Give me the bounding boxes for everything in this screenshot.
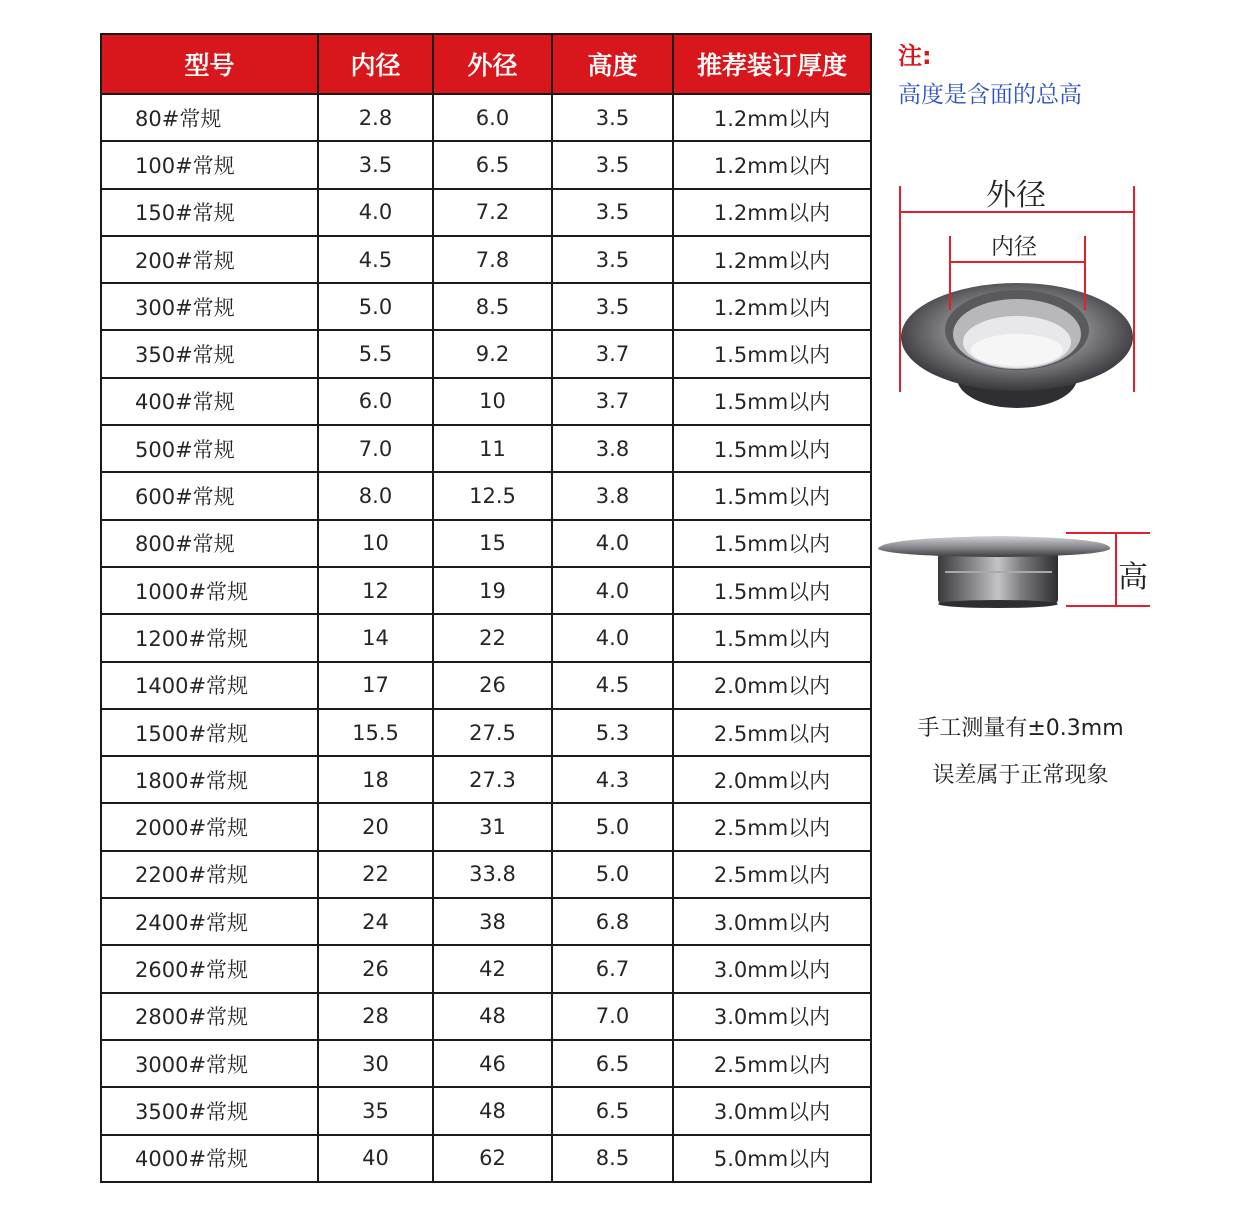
header-binding-thickness: 推荐装订厚度 [673,34,871,94]
cell-inner-diameter: 24 [318,898,433,945]
cell-binding-thickness: 3.0mm以内 [673,1087,871,1134]
cell-binding-thickness: 2.0mm以内 [673,756,871,803]
header-model: 型号 [101,34,318,94]
cell-height: 4.0 [552,614,673,661]
cell-model: 400#常规 [101,378,318,425]
cell-outer-diameter: 27.5 [433,709,552,756]
cell-outer-diameter: 6.5 [433,141,552,188]
cell-model: 3500#常规 [101,1087,318,1134]
cell-outer-diameter: 15 [433,520,552,567]
cell-outer-diameter: 31 [433,803,552,850]
note-title: 注: [898,42,932,70]
cell-binding-thickness: 3.0mm以内 [673,898,871,945]
cell-inner-diameter: 4.5 [318,236,433,283]
cell-height: 3.8 [552,472,673,519]
cell-model: 500#常规 [101,425,318,472]
cell-inner-diameter: 12 [318,567,433,614]
cell-model: 150#常规 [101,189,318,236]
cell-outer-diameter: 48 [433,1087,552,1134]
cell-inner-diameter: 14 [318,614,433,661]
cell-outer-diameter: 26 [433,662,552,709]
cell-inner-diameter: 18 [318,756,433,803]
cell-height: 3.7 [552,378,673,425]
cell-binding-thickness: 1.5mm以内 [673,472,871,519]
cell-outer-diameter: 7.2 [433,189,552,236]
cell-binding-thickness: 1.2mm以内 [673,189,871,236]
cell-binding-thickness: 1.5mm以内 [673,425,871,472]
cell-model: 100#常规 [101,141,318,188]
cell-binding-thickness: 1.5mm以内 [673,520,871,567]
cell-height: 3.5 [552,236,673,283]
cell-model: 2600#常规 [101,945,318,992]
cell-inner-diameter: 26 [318,945,433,992]
cell-model: 1000#常规 [101,567,318,614]
cell-outer-diameter: 48 [433,993,552,1040]
tolerance-note [898,705,1143,799]
cell-inner-diameter: 8.0 [318,472,433,519]
cell-height: 5.0 [552,851,673,898]
note-text: 高度是含面的总高 [898,82,1082,108]
cell-binding-thickness: 3.0mm以内 [673,993,871,1040]
cell-binding-thickness: 2.5mm以内 [673,709,871,756]
cell-inner-diameter: 28 [318,993,433,1040]
cell-inner-diameter: 7.0 [318,425,433,472]
cell-outer-diameter: 9.2 [433,330,552,377]
cell-height: 3.5 [552,283,673,330]
cell-height: 5.0 [552,803,673,850]
cell-model: 2800#常规 [101,993,318,1040]
cell-model: 2000#常规 [101,803,318,850]
cell-height: 6.5 [552,1087,673,1134]
inner-diameter-label: 内径 [991,234,1037,260]
cell-outer-diameter: 19 [433,567,552,614]
cell-height: 8.5 [552,1135,673,1182]
cell-inner-diameter: 10 [318,520,433,567]
cell-model: 2400#常规 [101,898,318,945]
cell-binding-thickness: 1.2mm以内 [673,236,871,283]
cell-outer-diameter: 42 [433,945,552,992]
header-outer-diameter: 外径 [433,34,552,94]
cell-height: 3.5 [552,141,673,188]
cell-height: 4.0 [552,520,673,567]
cell-model: 200#常规 [101,236,318,283]
cell-binding-thickness: 1.2mm以内 [673,94,871,141]
cell-outer-diameter: 11 [433,425,552,472]
cell-inner-diameter: 40 [318,1135,433,1182]
cell-height: 5.3 [552,709,673,756]
cell-inner-diameter: 6.0 [318,378,433,425]
header-inner-diameter: 内径 [318,34,433,94]
cell-binding-thickness: 2.5mm以内 [673,1040,871,1087]
cell-binding-thickness: 1.5mm以内 [673,378,871,425]
cell-height: 3.5 [552,189,673,236]
cell-inner-diameter: 3.5 [318,141,433,188]
cell-binding-thickness: 1.5mm以内 [673,614,871,661]
cell-height: 3.5 [552,94,673,141]
cell-height: 4.0 [552,567,673,614]
header-height: 高度 [552,34,673,94]
cell-inner-diameter: 17 [318,662,433,709]
cell-outer-diameter: 7.8 [433,236,552,283]
cell-inner-diameter: 20 [318,803,433,850]
cell-model: 3000#常规 [101,1040,318,1087]
cell-model: 1400#常规 [101,662,318,709]
cell-model: 80#常规 [101,94,318,141]
cell-height: 3.7 [552,330,673,377]
cell-binding-thickness: 2.5mm以内 [673,803,871,850]
cell-height: 6.7 [552,945,673,992]
cell-height: 4.3 [552,756,673,803]
cell-inner-diameter: 35 [318,1087,433,1134]
cell-outer-diameter: 12.5 [433,472,552,519]
cell-binding-thickness: 2.0mm以内 [673,662,871,709]
cell-outer-diameter: 62 [433,1135,552,1182]
cell-height: 7.0 [552,993,673,1040]
cell-model: 4000#常规 [101,1135,318,1182]
cell-model: 1800#常规 [101,756,318,803]
cell-model: 2200#常规 [101,851,318,898]
cell-outer-diameter: 46 [433,1040,552,1087]
cell-outer-diameter: 10 [433,378,552,425]
tolerance-line-1: 手工测量有±0.3mm [917,716,1124,741]
tolerance-line-2: 误差属于正常现象 [932,763,1109,788]
cell-binding-thickness: 1.5mm以内 [673,330,871,377]
cell-model: 1500#常规 [101,709,318,756]
cell-model: 350#常规 [101,330,318,377]
cell-binding-thickness: 2.5mm以内 [673,851,871,898]
cell-model: 300#常规 [101,283,318,330]
cell-outer-diameter: 8.5 [433,283,552,330]
cell-binding-thickness: 1.2mm以内 [673,141,871,188]
cell-height: 6.8 [552,898,673,945]
cell-binding-thickness: 3.0mm以内 [673,945,871,992]
eyelet-top-view [901,283,1133,408]
cell-inner-diameter: 2.8 [318,94,433,141]
cell-height: 6.5 [552,1040,673,1087]
cell-outer-diameter: 33.8 [433,851,552,898]
cell-binding-thickness: 5.0mm以内 [673,1135,871,1182]
cell-outer-diameter: 6.0 [433,94,552,141]
cell-height: 4.5 [552,662,673,709]
eyelet-side-view [878,536,1110,608]
outer-diameter-label: 外径 [986,178,1046,213]
cell-inner-diameter: 30 [318,1040,433,1087]
cell-inner-diameter: 5.0 [318,283,433,330]
cell-outer-diameter: 27.3 [433,756,552,803]
cell-inner-diameter: 4.0 [318,189,433,236]
cell-inner-diameter: 15.5 [318,709,433,756]
cell-outer-diameter: 22 [433,614,552,661]
cell-binding-thickness: 1.5mm以内 [673,567,871,614]
cell-inner-diameter: 22 [318,851,433,898]
cell-outer-diameter: 38 [433,898,552,945]
cell-model: 600#常规 [101,472,318,519]
cell-height: 3.8 [552,425,673,472]
cell-binding-thickness: 1.2mm以内 [673,283,871,330]
height-label: 高 [1118,560,1148,595]
cell-model: 1200#常规 [101,614,318,661]
cell-inner-diameter: 5.5 [318,330,433,377]
cell-model: 800#常规 [101,520,318,567]
